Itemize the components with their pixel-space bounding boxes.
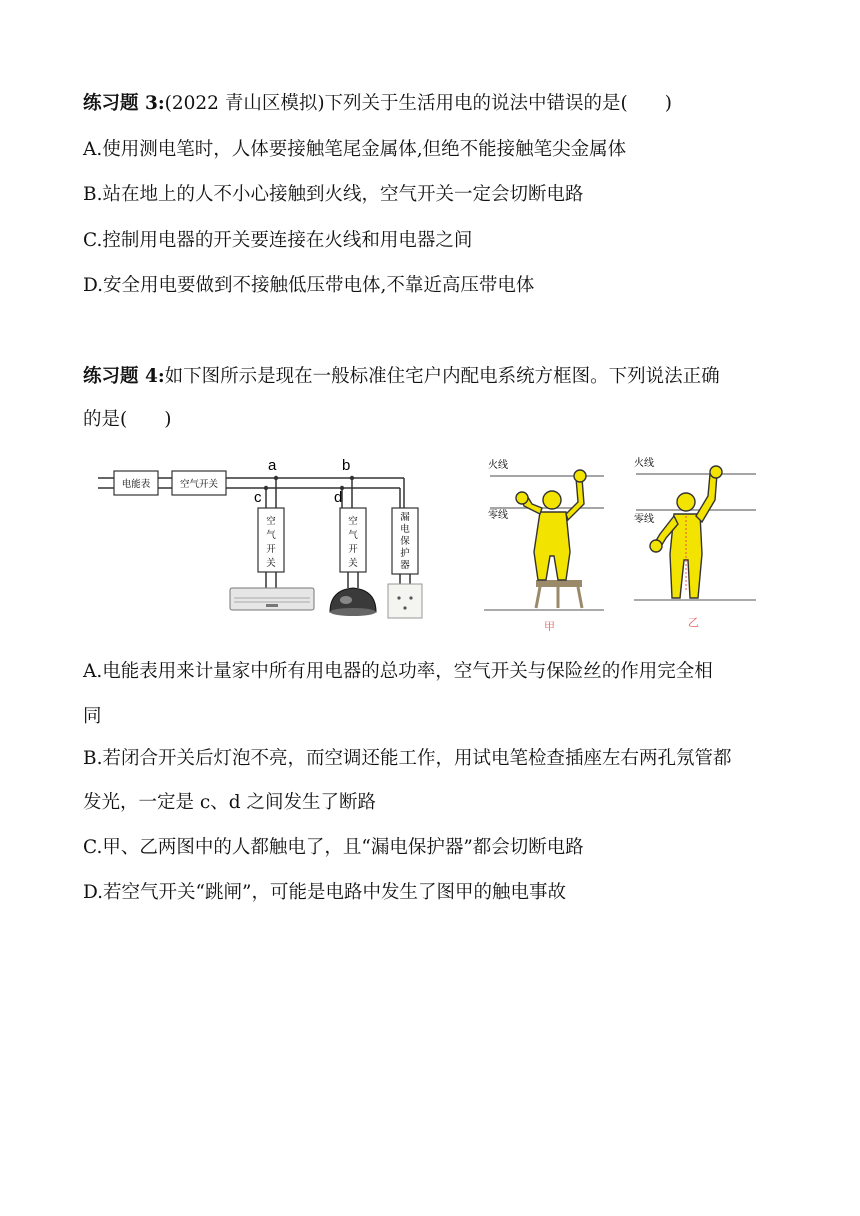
q3-stem: (2022 青山区模拟)下列关于生活用电的说法中错误的是( ) [164, 93, 672, 114]
q3-option-c: C.控制用电器的开关要连接在火线和用电器之间 [83, 230, 473, 251]
q3-option-a: A.使用测电笔时，人体要接触笔尾金属体,但绝不能接触笔尖金属体 [83, 139, 627, 160]
q4-stem: 如下图所示是现在一般标准住宅户内配电系统方框图。下列说法正确 [164, 366, 720, 387]
panel-yi [634, 456, 756, 629]
q4-stem-line-2: 的是( ) [83, 409, 172, 430]
caption-jia: 甲 [544, 621, 555, 632]
meter-label: 电能表 [121, 479, 151, 490]
distribution-figure [96, 452, 760, 632]
point-c: c [254, 489, 262, 506]
q3-stem-line [83, 92, 672, 116]
panel-jia [484, 458, 604, 632]
q3-option-d: D.安全用电要做到不接触低压带电体,不靠近高压带电体 [83, 275, 535, 296]
q4-label: 练习题 4: [83, 366, 165, 387]
main-switch-label: 空气开关 [179, 479, 219, 490]
q4-option-c: C.甲、乙两图中的人都触电了，且“漏电保护器”都会切断电路 [83, 837, 584, 858]
jia-live-label: 火线 [488, 460, 508, 471]
q3-option-b: B.站在地上的人不小心接触到火线，空气开关一定会切断电路 [83, 184, 584, 205]
air-conditioner-image [230, 588, 314, 610]
point-d: d [334, 489, 343, 506]
branch1-switch-label: 空气开关 [266, 516, 276, 569]
person-jia-image [516, 470, 586, 580]
q4-option-a-line-1: A.电能表用来计量家中所有用电器的总功率，空气开关与保险丝的作用完全相 [83, 661, 713, 682]
q4-option-d: D.若空气开关“跳闸”，可能是电路中发生了图甲的触电事故 [83, 882, 566, 903]
point-a: a [268, 457, 277, 474]
q3-label: 练习题 3: [83, 93, 165, 114]
caption-yi: 乙 [688, 617, 699, 629]
socket-image [388, 584, 422, 618]
jia-neutral-label: 零线 [488, 510, 508, 521]
q4-stem-line-1 [83, 365, 720, 389]
point-b: b [342, 457, 351, 474]
branch2-switch-label: 空气开关 [348, 516, 358, 569]
q4-option-a-line-2: 同 [83, 706, 102, 727]
lamp-image [330, 588, 376, 616]
yi-live-label: 火线 [634, 458, 654, 469]
yi-neutral-label: 零线 [634, 514, 654, 525]
q4-option-b-line-2: 发光，一定是 c、d 之间发生了断路 [83, 792, 376, 813]
leak-protector-label: 漏电保护器 [400, 512, 410, 571]
q4-option-b-line-1: B.若闭合开关后灯泡不亮，而空调还能工作，用试电笔检查插座左右两孔氖管都 [83, 748, 732, 769]
circuit-diagram [98, 457, 422, 618]
